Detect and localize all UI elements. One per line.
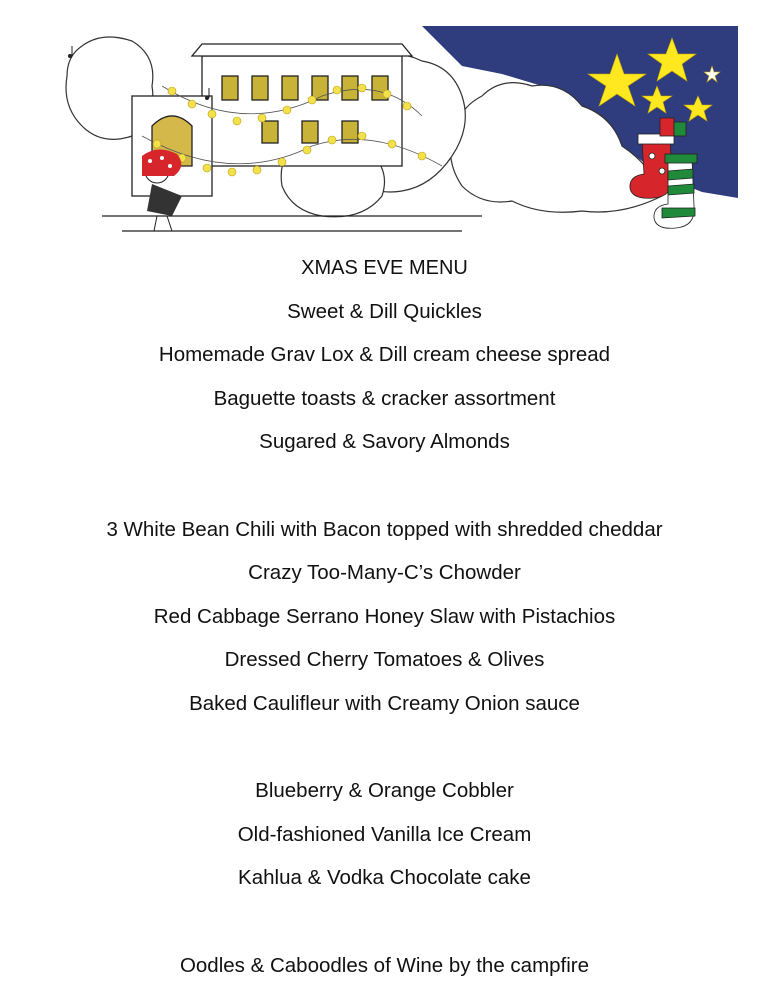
closing-line: Oodles & Caboodles of Wine by the campfire (179, 953, 590, 977)
section-spacer (0, 907, 769, 951)
menu-item: Sugared & Savory Almonds (259, 430, 510, 454)
section-spacer (0, 733, 769, 777)
menu-item: Old-fashioned Vanilla Ice Cream (237, 822, 532, 846)
header-illustration (62, 26, 738, 238)
menu-item: Red Cabbage Serrano Honey Slaw with Pistachios (153, 604, 616, 628)
menu-item: Kahlua & Vodka Chocolate cake (238, 866, 531, 890)
menu-item: Dressed Cherry Tomatoes & Olives (224, 648, 545, 672)
menu-item: Baguette toasts & cracker assortment (213, 386, 556, 410)
menu-item: Baked Caulifleur with Creamy Onion sauce (189, 691, 580, 715)
section-spacer (0, 471, 769, 515)
menu-list (0, 253, 769, 994)
menu-item: Sweet & Dill Quickles (287, 299, 482, 323)
menu-item: Blueberry & Orange Cobbler (255, 779, 514, 803)
menu-title: XMAS EVE MENU (301, 257, 468, 279)
menu-item: Crazy Too-Many-C’s Chowder (248, 561, 521, 585)
menu-item: 3 White Bean Chili with Bacon topped with shredded cheddar (106, 517, 663, 541)
menu-item: Homemade Grav Lox & Dill cream cheese spread (158, 343, 611, 367)
